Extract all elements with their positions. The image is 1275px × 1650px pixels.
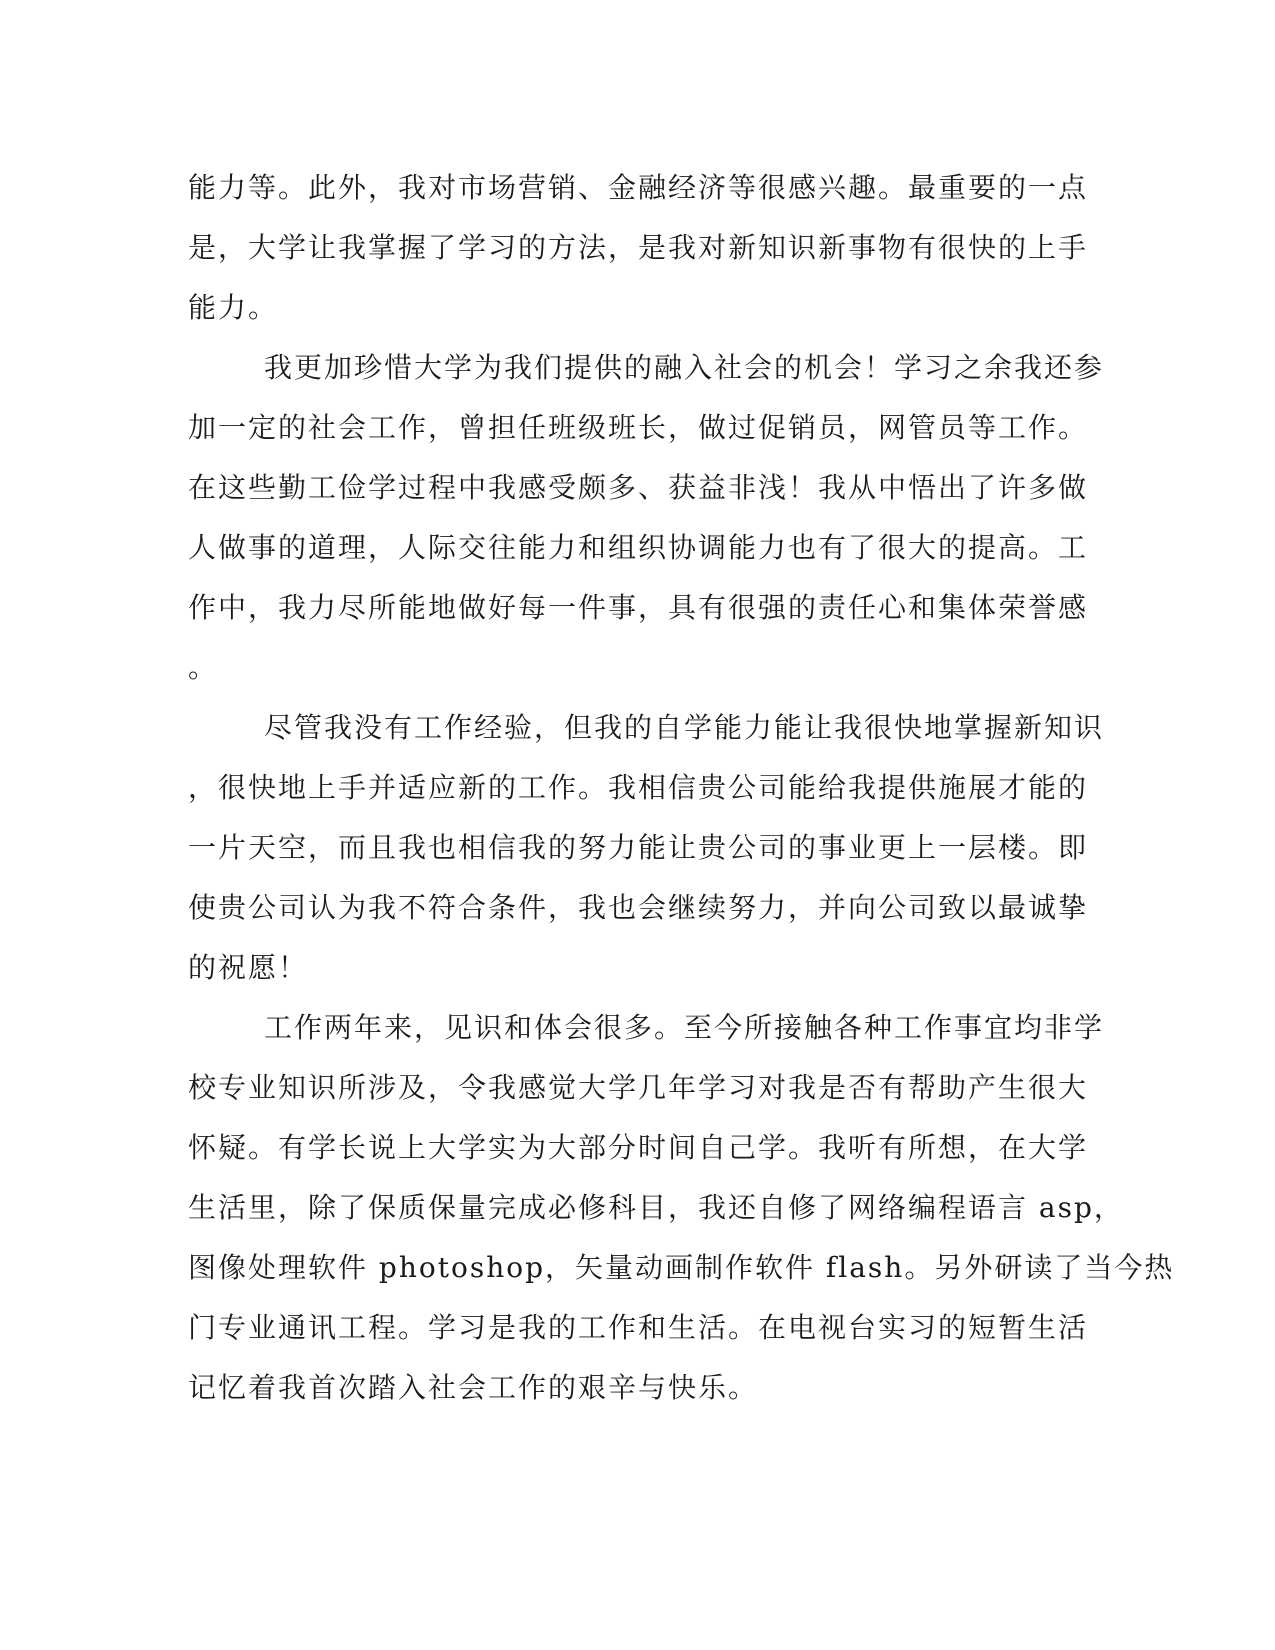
text-line: 校专业知识所涉及，令我感觉大学几年学习对我是否有帮助产生很大 [188,1071,1089,1104]
text-line: 能力等。此外，我对市场营销、金融经济等很感兴趣。最重要的一点 [188,171,1089,204]
document-body [188,158,1175,1418]
paragraph-first-line: 我更加珍惜大学为我们提供的融入社会的机会！学习之余我还参 [264,351,1105,384]
text-line: 一片天空，而且我也相信我的努力能让贵公司的事业更上一层楼。即 [188,831,1089,864]
text-line: 作中，我力尽所能地做好每一件事，具有很强的责任心和集体荣誉感 [188,591,1089,624]
text-line: 怀疑。有学长说上大学实为大部分时间自己学。我听有所想，在大学 [188,1131,1089,1164]
text-line: 加一定的社会工作，曾担任班级班长，做过促销员，网管员等工作。 [188,411,1089,444]
text-line: 。 [188,651,219,684]
text-line: 门专业通讯工程。学习是我的工作和生活。在电视台实习的短暂生活 [188,1311,1089,1344]
text-line: 生活里，除了保质保量完成必修科目，我还自修了网络编程语言 asp， [188,1191,1124,1224]
text-line: ，很快地上手并适应新的工作。我相信贵公司能给我提供施展才能的 [188,771,1089,804]
text-line: 使贵公司认为我不符合条件，我也会继续努力，并向公司致以最诚挚 [188,891,1089,924]
text-line: 能力。 [188,291,279,324]
text-line: 图像处理软件 photoshop，矢量动画制作软件 flash。另外研读了当今热 [188,1251,1175,1284]
text-line: 人做事的道理，人际交往能力和组织协调能力也有了很大的提高。工 [188,531,1089,564]
text-line: 是，大学让我掌握了学习的方法，是我对新知识新事物有很快的上手 [188,231,1089,264]
text-line: 在这些勤工俭学过程中我感受颇多、获益非浅！我从中悟出了许多做 [188,471,1089,504]
paragraph-first-line: 工作两年来，见识和体会很多。至今所接触各种工作事宜均非学 [264,1011,1105,1044]
text-line: 的祝愿！ [188,951,309,984]
paragraph-first-line: 尽管我没有工作经验，但我的自学能力能让我很快地掌握新知识 [264,711,1105,744]
text-line: 记忆着我首次踏入社会工作的艰辛与快乐。 [188,1371,759,1404]
